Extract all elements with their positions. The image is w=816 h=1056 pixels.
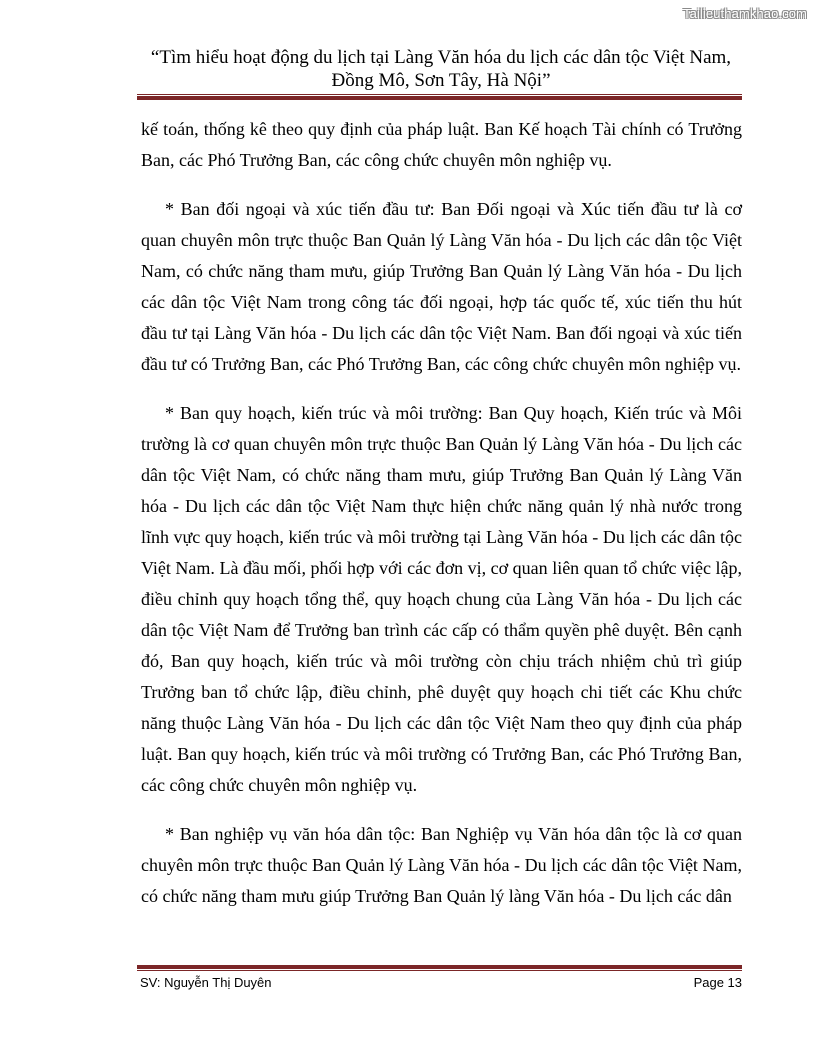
paragraph-ban-quy-hoach: * Ban quy hoạch, kiến trúc và môi trường: Ban Quy hoạch, Kiến trúc và Môi trường là cơ quan chuyên môn trực thuộc Ban Quản lý Làng Văn hóa - Du lịch các dân tộc Việt Nam, có chức năng tham mưu, giúp Trưởng Ban Quản lý Làng Văn hóa - Du lịch các dân tộc Việt Nam thực hiện chức năng quản lý nhà nước trong lĩnh vực quy hoạch, kiến trúc và môi trường tại Làng Văn hóa - Du lịch các dân tộc Việt Nam. Là đầu mối, phối hợp với các đơn vị, cơ quan liên quan tổ chức việc lập, điều chỉnh quy hoạch tổng thể, quy hoạch chung của Làng Văn hóa - Du lịch các dân tộc Việt Nam để Trưởng ban trình các cấp có thẩm quyền phê duyệt. Bên cạnh đó, Ban quy hoạch, kiến trúc và môi trường còn chịu trách nhiệm chủ trì giúp Trưởng ban tổ chức lập, điều chỉnh, phê duyệt quy hoạch chi tiết các Khu chức năng thuộc Làng Văn hóa - Du lịch các dân tộc Việt Nam theo quy định của pháp luật. Ban quy hoạch, kiến trúc và môi trường có Trưởng Ban, các Phó Trưởng Ban, các công chức chuyên môn nghiệp vụ. <box>141 403 742 795</box>
header-rule-thick <box>137 96 742 100</box>
header-rule-thin <box>137 94 742 95</box>
footer-rule-thick <box>137 965 742 969</box>
paragraph-ban-doi-ngoai: * Ban đối ngoại và xúc tiến đầu tư: Ban Đối ngoại và Xúc tiến đầu tư là cơ quan chuyên môn trực thuộc Ban Quản lý Làng Văn hóa - Du lịch các dân tộc Việt Nam, có chức năng tham mưu, giúp Trưởng Ban Quản lý Làng Văn hóa - Du lịch các dân tộc Việt Nam trong công tác đối ngoại, hợp tác quốc tế, xúc tiến thu hút đầu tư tại Làng Văn hóa - Du lịch các dân tộc Việt Nam. Ban đối ngoại và xúc tiến đầu tư có Trưởng Ban, các Phó Trưởng Ban, các công chức chuyên môn nghiệp vụ. <box>141 199 742 374</box>
watermark: Tailieuthamkhao.com <box>682 6 807 21</box>
footer-student-name: SV: Nguyễn Thị Duyên <box>140 975 272 990</box>
body-text <box>141 114 742 930</box>
footer-rule-thin <box>137 970 742 971</box>
footer-page-number: Page 13 <box>693 975 742 990</box>
header-title-line-2: Đồng Mô, Sơn Tây, Hà Nội” <box>331 70 551 91</box>
paragraph-continuation: kế toán, thống kê theo quy định của pháp luật. Ban Kế hoạch Tài chính có Trưởng Ban, các Phó Trưởng Ban, các công chức chuyên môn nghiệp vụ. <box>141 119 742 170</box>
header-title-line-1: “Tìm hiểu hoạt động du lịch tại Làng Văn hóa du lịch các dân tộc Việt Nam, <box>150 47 732 68</box>
page-header <box>140 46 742 92</box>
paragraph-ban-nghiep-vu: * Ban nghiệp vụ văn hóa dân tộc: Ban Nghiệp vụ Văn hóa dân tộc là cơ quan chuyên môn trực thuộc Ban Quản lý Làng Văn hóa - Du lịch các dân tộc Việt Nam, có chức năng tham mưu giúp Trưởng Ban Quản lý làng Văn hóa - Du lịch các dân <box>141 824 742 906</box>
